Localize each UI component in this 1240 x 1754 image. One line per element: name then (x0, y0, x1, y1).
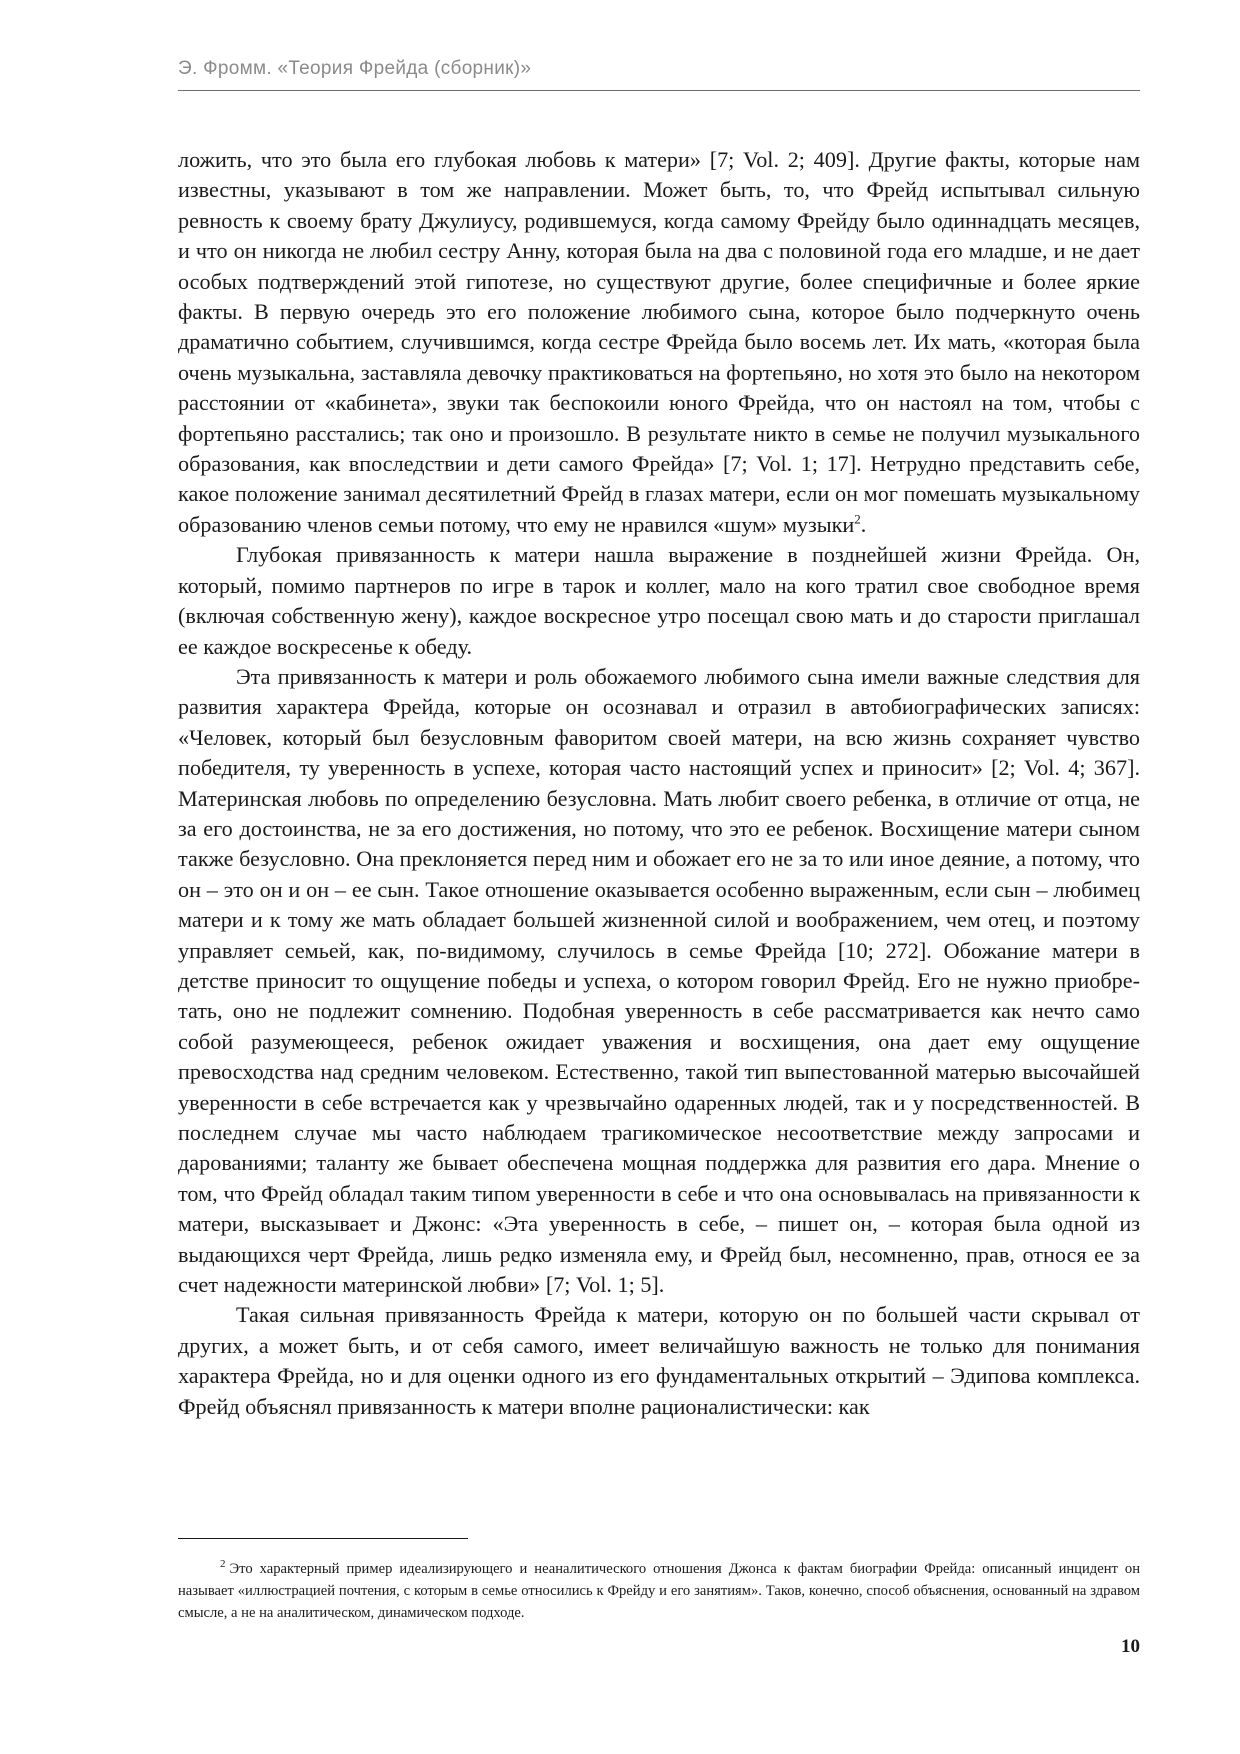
paragraph-4: Такая сильная привязанность Фрейда к матери, которую он по большей части скрывал от других, а может быть, и от себя самого, имеет величайшую важность не только для понимания характера Фрейда, но и для оценки одного из его фундаментальных открытий – Эдипова комплекса. Фрейд объяснял привязанность к матери вполне рационалистически: как (178, 1302, 1140, 1419)
footnote-rule (178, 1538, 468, 1539)
footnote (178, 1558, 1140, 1624)
paragraph-1 (178, 145, 1140, 540)
footnote-reference: 2 (854, 511, 861, 527)
paragraph-1-text: ложить, что это была его глубокая любовь к матери» [7; Vol. 2; 409]. Другие факты, которые нам известны, указывают в том же направлении. Может быть, то, что Фрейд испытывал сильную ревность к своему брату Джулиусу, родившемуся, когда самому Фрейду было одиннадцать месяцев, и что он никогда не любил сестру Анну, которая была на два с половиной года его младше, и не дает особых подтверждений этой гипотезе, но существуют другие, более специфичные и более яркие факты. В первую очередь это его положение любимого сына, которое было подчеркнуто очень драматично событием, случившимся, когда сестре Фрейда было восемь лет. Их мать, «которая была очень музыкальна, заставляла девочку практиковаться на фортепьяно, но хотя это было на некотором расстоянии от «кабинета», звуки так беспокоили юного Фрейда, что он настоял на том, чтобы с фортепьяно расстались; так оно и произошло. В результате никто в семье не получил музыкального образования, как впоследствии и дети самого Фрейда» [7; Vol. 1; 17]. Нетрудно представить себе, какое положение занимал десятилетний Фрейд в глазах матери, если он мог помешать музыкальному образованию членов семьи потому, что ему не нравился «шум» музыки (178, 147, 1140, 537)
paragraph-3: Эта привязанность к матери и роль обожаемого любимого сына имели важные следствия для развития характера Фрейда, которые он осознавал и отразил в автобиографических записях: «Человек, который был безусловным фаворитом своей матери, на всю жизнь сохраняет чувство победителя, ту уверенность в успехе, которая часто настоящий успех и приносит» [2; Vol. 4; 367]. Материнская любовь по определению безусловна. Мать любит своего ребенка, в отличие от отца, не за его достоинства, не за его достижения, но потому, что это ее ребенок. Восхищение матери сыном также безусловно. Она преклоняется перед ним и обожает его не за то или иное деяние, а потому, что он – это он и он – ее сын. Такое отношение оказывается особенно выраженным, если сын – любимец матери и к тому же мать обладает большей жизненной силой и воображением, чем отец, и поэтому управляет семьей, как, по-видимому, случилось в семье Фрейда [10; 272]. Обожание матери в детстве приносит то ощущение победы и успеха, о котором говорил Фрейд. Его не нужно приобретать, оно не подлежит сомнению. Подобная уверенность в себе рассматривается как нечто само собой разумеющееся, ребенок ожидает уважения и восхищения, она дает ему ощущение превосходства над средним человеком. Естественно, такой тип выпестованной матерью высочайшей уверенности в себе встречается как у чрезвычайно одаренных людей, так и у посредственностей. В последнем случае мы часто наблюдаем трагикомическое несоответствие между запросами и дарованиями; таланту же бывает обеспечена мощная поддержка для развития его дара. Мнение о том, что Фрейд обладал таким типом уверенности в себе и что она основывалась на привязанности к матери, высказывает и Джонс: «Эта уверенность в себе, – пишет он, – которая была одной из выдающихся черт Фрейда, лишь редко изменяла ему, и Фрейд был, несомненно, прав, относя ее за счет надежности материнской любви» [7; Vol. 1; 5]. (178, 663, 1140, 1298)
page-number: 10 (1121, 1636, 1140, 1657)
body-text (178, 145, 1140, 1422)
header-rule (178, 90, 1140, 91)
paragraph-2: Глубокая привязанность к матери нашла выражение в позднейшей жизни Фрейда. Он, который, помимо партнеров по игре в тарок и коллег, мало на кого тратил свое свободное время (включая собственную жену), каждое воскресное утро посещал свою мать и до старости приглашал ее каждое воскресенье к обеду. (178, 542, 1140, 659)
footnote-marker: 2 (220, 1558, 226, 1571)
paragraph-1-end: . (860, 511, 867, 537)
footnote-paragraph (178, 1558, 1140, 1624)
running-header: Э. Фромм. «Теория Фрейда (сборник)» (178, 58, 532, 79)
footnote-text: Это характерный пример идеализирующего и неаналитического отношения Джонса к фактам биографии Фрейда: описанный инцидент он называет «иллюстрацией почтения, с которым в семье относились к Фрейду и его занятиям». Таков, конечно, способ объяснения, основанный на здравом смысле, а не на аналитическом, динамическом подходе. (178, 1561, 1140, 1621)
